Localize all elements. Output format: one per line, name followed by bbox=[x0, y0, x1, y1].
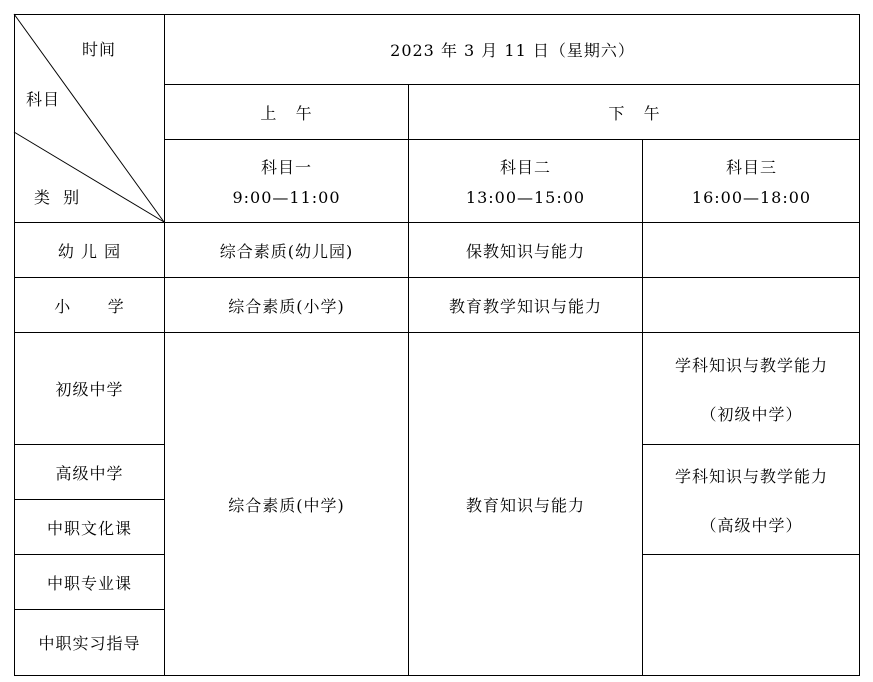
cell-junior-subject-3 bbox=[643, 333, 860, 444]
cell-text: 教育知识与能力 bbox=[465, 495, 585, 515]
subject-1-header bbox=[165, 140, 408, 222]
cell-text: 教育教学知识与能力 bbox=[448, 296, 602, 316]
corner-category-label: 类 别 bbox=[34, 188, 81, 207]
corner-time-label: 时间 bbox=[82, 40, 117, 59]
subject-3-time: 16:00—18:00 bbox=[691, 188, 812, 207]
date-text: 2023 年 3 月 11 日（星期六） bbox=[390, 41, 635, 60]
cell-text: 综合素质(小学) bbox=[228, 296, 345, 316]
subject-2-time: 13:00—15:00 bbox=[465, 188, 586, 207]
category-senior-high bbox=[15, 445, 164, 499]
category-label: 中职文化课 bbox=[46, 518, 132, 538]
category-label: 小 学 bbox=[54, 296, 125, 316]
cell-senior-subject-3 bbox=[643, 445, 860, 554]
category-label: 中职实习指导 bbox=[38, 634, 141, 653]
cell-kindergarten-subject-2 bbox=[409, 223, 642, 277]
subject-2-name: 科目二 bbox=[499, 158, 551, 177]
category-junior-middle bbox=[15, 333, 164, 444]
morning-header bbox=[165, 85, 408, 139]
category-label: 中职专业课 bbox=[46, 573, 132, 593]
afternoon-header bbox=[409, 85, 860, 139]
afternoon-label: 下 午 bbox=[608, 103, 661, 123]
cell-text-line1: 学科知识与教学能力 bbox=[674, 355, 828, 375]
cell-secondary-subject-2 bbox=[409, 333, 642, 675]
cell-text: 综合素质(中学) bbox=[228, 495, 345, 515]
category-vocational-major bbox=[15, 555, 164, 609]
subject-2-header bbox=[409, 140, 642, 222]
date-header bbox=[165, 15, 860, 84]
cell-text-line1: 学科知识与教学能力 bbox=[674, 466, 828, 486]
category-kindergarten bbox=[15, 223, 164, 277]
subject-3-header bbox=[643, 140, 860, 222]
category-label: 高级中学 bbox=[55, 463, 124, 483]
cell-text: 保教知识与能力 bbox=[465, 241, 585, 261]
category-vocational-culture bbox=[15, 500, 164, 554]
cell-secondary-subject-1 bbox=[165, 333, 408, 675]
cell-kindergarten-subject-1 bbox=[165, 223, 408, 277]
cell-text: 综合素质(幼儿园) bbox=[219, 241, 354, 261]
cell-primary-subject-1 bbox=[165, 278, 408, 332]
cell-text-line2: （高级中学） bbox=[700, 515, 803, 535]
subject-1-time: 9:00—11:00 bbox=[232, 188, 341, 207]
category-vocational-practice bbox=[15, 610, 164, 675]
category-label: 幼 儿 园 bbox=[57, 241, 122, 261]
category-label: 初级中学 bbox=[55, 380, 124, 399]
cell-primary-subject-2 bbox=[409, 278, 642, 332]
category-primary bbox=[15, 278, 164, 332]
corner-diagonal-2 bbox=[14, 132, 164, 222]
corner-subject-label: 科目 bbox=[26, 90, 61, 109]
subject-1-name: 科目一 bbox=[260, 158, 312, 177]
cell-text-line2: （初级中学） bbox=[700, 404, 803, 424]
morning-label: 上 午 bbox=[260, 103, 313, 123]
subject-3-name: 科目三 bbox=[725, 158, 777, 177]
